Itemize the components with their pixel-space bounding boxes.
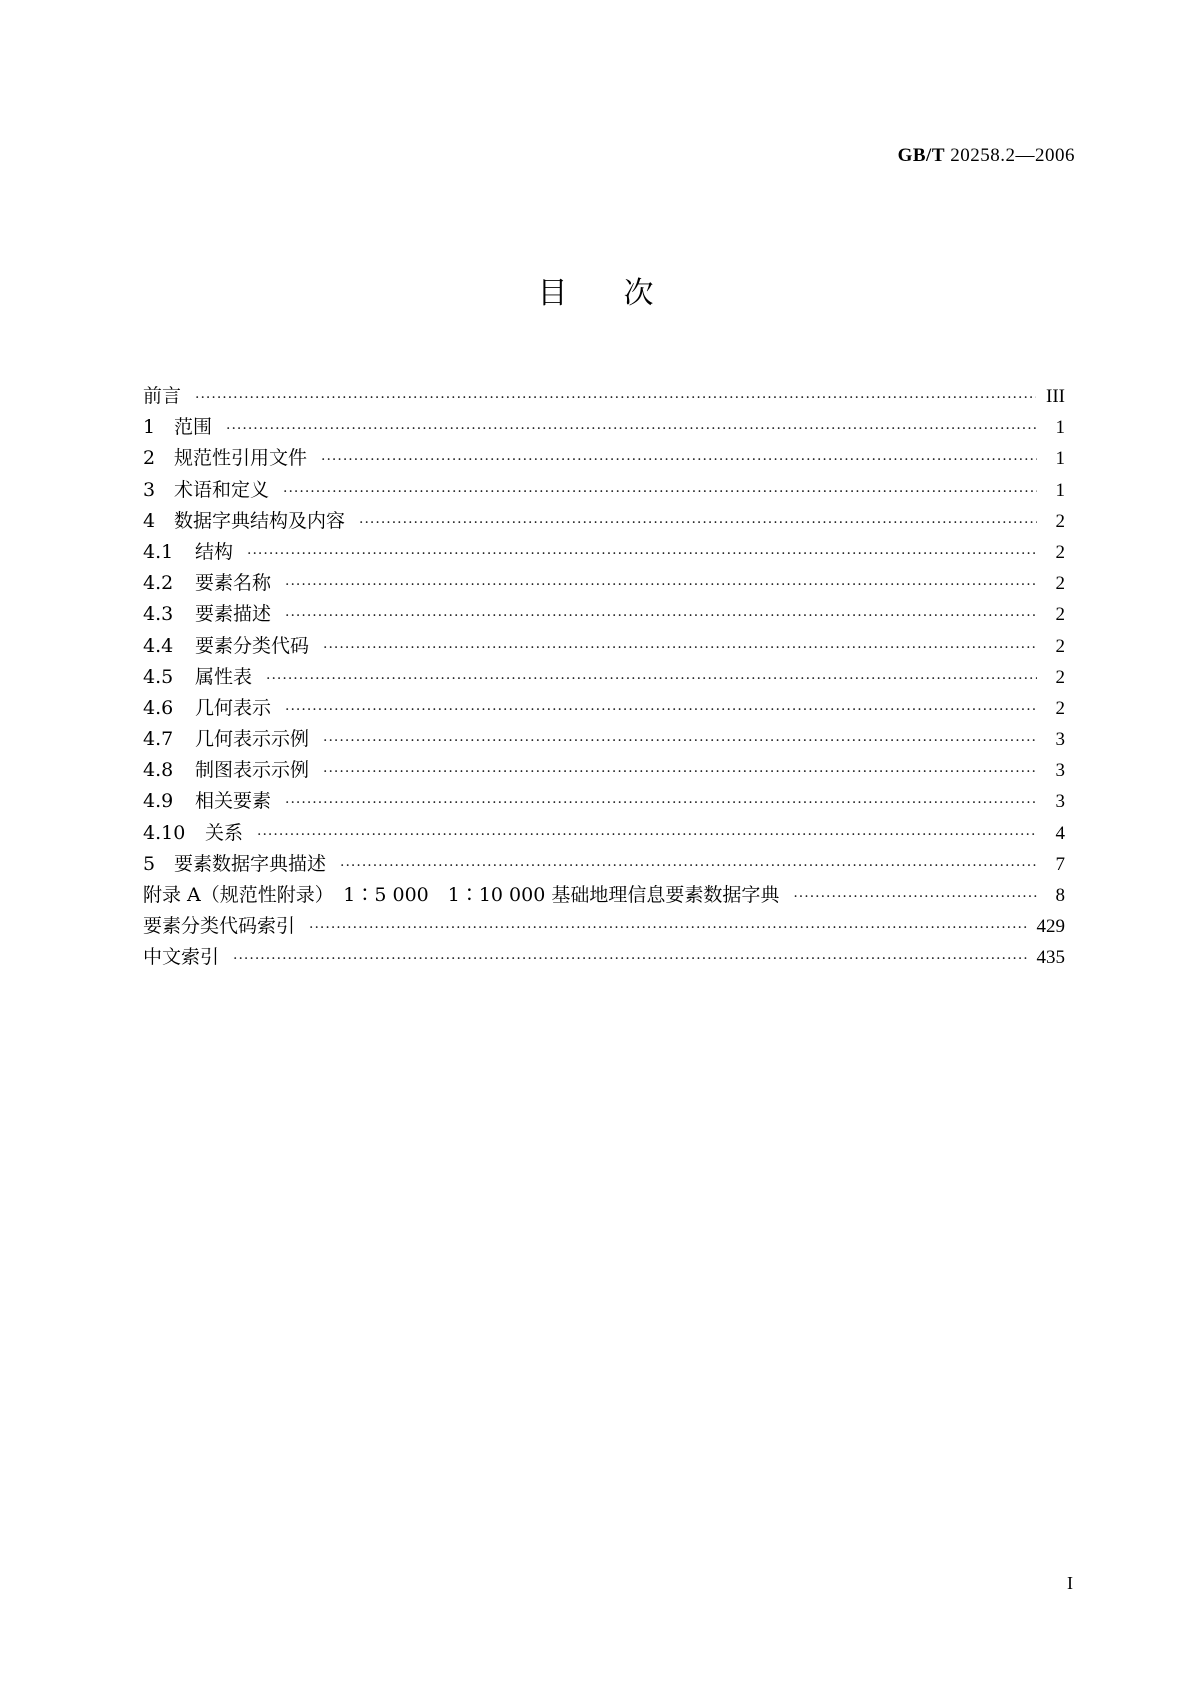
toc-entry-4-3[interactable] <box>143 599 1065 630</box>
toc-leader-dots <box>321 445 1037 476</box>
toc-entry-number: 4.10 <box>143 821 186 844</box>
toc-entry-page: 1 <box>1055 448 1065 470</box>
toc-entry-page: 435 <box>1036 947 1065 969</box>
toc-entry-code-index[interactable] <box>143 911 1065 942</box>
toc-entry-label: 数据字典结构及内容 <box>174 509 346 532</box>
toc-entry-label: 要素名称 <box>195 572 272 595</box>
toc-entry-4-6[interactable] <box>143 693 1065 724</box>
toc-entry-page: 429 <box>1036 916 1065 938</box>
toc-leader-dots <box>233 944 1026 975</box>
table-of-contents <box>143 381 1065 974</box>
toc-entry-page: 8 <box>1055 885 1065 906</box>
toc-leader-dots <box>285 695 1037 726</box>
toc-entry-4[interactable] <box>143 506 1065 537</box>
toc-entry-number: 4.8 <box>143 759 174 782</box>
toc-entry-page: 2 <box>1055 573 1065 595</box>
toc-entry-page: 3 <box>1055 791 1065 813</box>
toc-entry-label: 几何表示 <box>195 696 272 719</box>
toc-entry-number: 4.7 <box>143 728 174 751</box>
toc-entry-4-10[interactable] <box>143 818 1065 849</box>
toc-entry-label: 要素分类代码索引 <box>143 915 296 938</box>
toc-leader-dots <box>283 477 1037 508</box>
toc-entry-label: 关系 <box>205 821 244 844</box>
toc-entry-4-4[interactable] <box>143 631 1065 662</box>
toc-entry-annex-a[interactable] <box>143 880 1065 911</box>
toc-entry-number: 4.9 <box>143 790 174 813</box>
toc-entry-number: 1 <box>143 416 156 439</box>
toc-leader-dots <box>323 757 1037 788</box>
toc-entry-page: III <box>1046 386 1065 407</box>
toc-entry-number: 4.3 <box>143 603 174 626</box>
toc-entry-page: 3 <box>1055 729 1065 751</box>
toc-leader-dots <box>359 508 1037 539</box>
toc-entry-page: 4 <box>1055 822 1065 844</box>
toc-entry-label: 属性表 <box>195 665 253 688</box>
standard-code-number: 20258.2—2006 <box>950 145 1075 166</box>
toc-entry-page: 2 <box>1055 697 1065 719</box>
toc-entry-2[interactable] <box>143 443 1065 474</box>
page-title: 目次 <box>537 276 710 311</box>
toc-entry-foreword[interactable] <box>143 381 1065 412</box>
toc-entry-page: 2 <box>1055 541 1065 563</box>
toc-entry-number: 4.5 <box>143 665 174 688</box>
toc-entry-number: 2 <box>143 447 156 470</box>
toc-entry-5[interactable] <box>143 849 1065 880</box>
toc-entry-number: 4.4 <box>143 634 174 657</box>
toc-entry-page: 2 <box>1055 666 1065 688</box>
toc-entry-4-9[interactable] <box>143 786 1065 817</box>
toc-entry-page: 2 <box>1055 635 1065 657</box>
toc-leader-dots <box>285 570 1037 601</box>
toc-entry-chinese-index[interactable] <box>143 942 1065 973</box>
toc-entry-label: 附录 A（规范性附录） 1∶5 000 1∶10 000 基础地理信息要素数据字典 <box>143 884 780 906</box>
toc-leader-dots <box>257 820 1037 851</box>
toc-entry-number: 5 <box>143 852 156 875</box>
toc-entry-label: 几何表示示例 <box>195 728 310 751</box>
toc-entry-label: 要素分类代码 <box>195 634 310 657</box>
toc-entry-number: 4.2 <box>143 572 174 595</box>
toc-leader-dots <box>195 383 1036 414</box>
toc-entry-label: 要素数据字典描述 <box>174 852 327 875</box>
toc-entry-label: 相关要素 <box>195 790 272 813</box>
toc-leader-dots <box>309 913 1026 944</box>
toc-entry-page: 1 <box>1055 479 1065 501</box>
toc-leader-dots <box>340 851 1037 882</box>
toc-leader-dots <box>266 664 1037 695</box>
toc-entry-page: 2 <box>1055 510 1065 532</box>
toc-entry-label: 中文索引 <box>143 946 220 969</box>
toc-leader-dots <box>793 882 1037 913</box>
toc-entry-1[interactable] <box>143 412 1065 443</box>
toc-entry-4-5[interactable] <box>143 662 1065 693</box>
toc-entry-label: 术语和定义 <box>174 478 270 501</box>
toc-entry-number: 4 <box>143 509 156 532</box>
standard-code-prefix: GB/T <box>897 145 945 166</box>
toc-entry-label: 前言 <box>143 385 182 407</box>
toc-leader-dots <box>285 601 1037 632</box>
toc-entry-4-1[interactable] <box>143 537 1065 568</box>
toc-leader-dots <box>323 633 1037 664</box>
toc-entry-page: 2 <box>1055 604 1065 626</box>
toc-entry-page: 7 <box>1055 853 1065 875</box>
toc-entry-3[interactable] <box>143 475 1065 506</box>
toc-entry-label: 范围 <box>174 416 213 439</box>
toc-leader-dots <box>285 788 1037 819</box>
toc-entry-4-7[interactable] <box>143 724 1065 755</box>
standard-code <box>898 145 1075 167</box>
toc-entry-label: 制图表示示例 <box>195 759 310 782</box>
toc-entry-4-2[interactable] <box>143 568 1065 599</box>
toc-entry-number: 3 <box>143 478 156 501</box>
toc-entry-number: 4.6 <box>143 696 174 719</box>
page-folio: I <box>1067 1573 1073 1593</box>
toc-entry-label: 结构 <box>195 540 234 563</box>
toc-leader-dots <box>323 726 1037 757</box>
toc-entry-label: 要素描述 <box>195 603 272 626</box>
toc-entry-page: 3 <box>1055 760 1065 782</box>
toc-entry-page: 1 <box>1055 417 1065 439</box>
toc-entry-number: 4.1 <box>143 540 174 563</box>
toc-entry-label: 规范性引用文件 <box>174 447 308 470</box>
toc-entry-4-8[interactable] <box>143 755 1065 786</box>
toc-leader-dots <box>247 539 1037 570</box>
toc-leader-dots <box>226 414 1037 445</box>
